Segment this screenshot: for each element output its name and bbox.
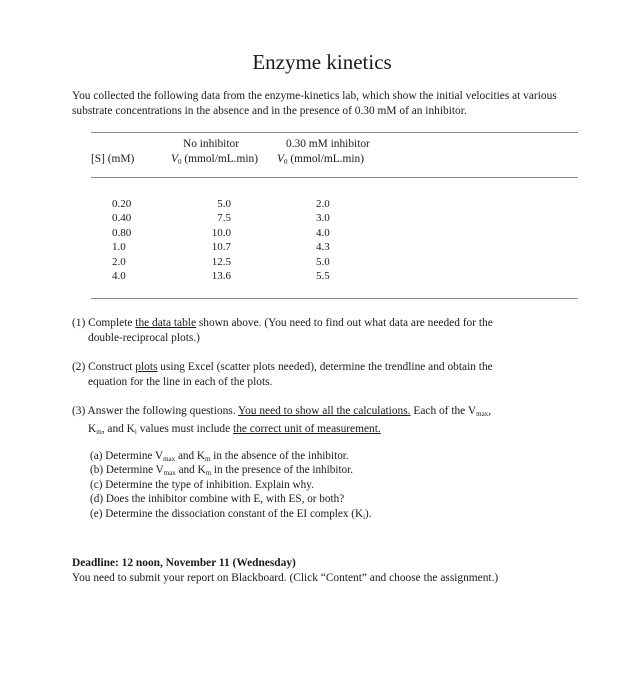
table-cell: 10.7 xyxy=(211,241,231,254)
no-inhibitor-header: No inhibitor xyxy=(183,138,240,150)
table-cell: 0.80 xyxy=(112,226,132,239)
subquestion-a: (a) Determine $V_{max}$ and $K_m$ in the absence of the inhibitor. xyxy=(90,450,349,463)
table-cell: 2.0 xyxy=(316,198,330,210)
velocity-header-no-inhibitor: $V_0$ (mmol/mL.min) xyxy=(171,153,259,166)
subquestion-d: (d) Does the inhibitor combine with E, with ES, or both? xyxy=(90,493,345,506)
table-cell: 10.0 xyxy=(211,226,231,239)
subquestion-b: (b) Determine $V_{max}$ and $K_m$ in the presence of the inhibitor. xyxy=(90,464,354,478)
table-cell: 4.3 xyxy=(316,241,330,254)
velocity-header-inhibitor: $V_0$ (mmol/mL.min) xyxy=(277,153,365,166)
unit-note: the correct unit of measurement. xyxy=(233,422,381,435)
table-cell: 5.5 xyxy=(316,269,330,282)
table-cell: 12.5 xyxy=(211,255,231,268)
table-cell: 0.40 xyxy=(112,212,132,225)
table-cell: 4.0 xyxy=(316,226,330,239)
table-cell: 7.5 xyxy=(217,212,231,225)
submission-note: You need to submit your report on Blackboard. (Click “Content” and choose the assignment.) xyxy=(72,571,499,584)
table-cell: 0.20 xyxy=(112,198,132,210)
substrate-column xyxy=(112,197,131,283)
no-inhibitor-column xyxy=(203,197,231,283)
calculations-note: You need to show all the calculations. xyxy=(238,405,411,417)
plots-link: plots xyxy=(135,361,158,373)
table-cell: 2.0 xyxy=(112,255,126,268)
subquestion-e: (e) Determine the dissociation constant of the EI complex $(K_i)$. xyxy=(90,507,372,521)
table-cell: 13.6 xyxy=(211,269,231,282)
table-cell: 5.0 xyxy=(316,255,330,268)
question-1: (1) Complete the data table shown above. (You need to find out what data are needed for the double-reciprocal plots.) xyxy=(72,317,493,344)
inhibitor-header: 0.30 mM inhibitor xyxy=(286,138,370,150)
data-table-link: the data table xyxy=(135,317,196,329)
table-bottom-rule xyxy=(91,298,578,299)
substrate-header: [S] (mM) xyxy=(91,153,135,165)
table-cell: 1.0 xyxy=(112,241,126,254)
page-title: Enzyme kinetics xyxy=(252,50,392,74)
intro-paragraph: You collected the following data from the enzyme-kinetics lab, which show the initial velocities at various substrate concentrations in the absence and in the presence of 0.30 mM of an inhibitor. xyxy=(72,90,557,117)
table-cell: 3.0 xyxy=(316,212,330,225)
question-2: (2) Construct plots using Excel (scatter plots needed), determine the trendline and obtain the equation for the line in each of the plots. xyxy=(72,361,493,388)
inhibitor-column xyxy=(316,197,330,283)
table-cell: 5.0 xyxy=(217,198,231,210)
subquestion-c: (c) Determine the type of inhibition. Explain why. xyxy=(90,478,314,491)
table-top-rule xyxy=(91,132,578,133)
question-3: (3) Answer the following questions. You need to show all the calculations. Each of the $V_{max}$, $K_m$, and $K_i$ values must include the correct unit of measurement. xyxy=(72,405,492,436)
deadline-label: Deadline: 12 noon, November 11 (Wednesday) xyxy=(72,557,296,569)
table-cell: 4.0 xyxy=(112,269,126,282)
subquestion-list xyxy=(90,449,372,521)
deadline-section xyxy=(72,556,498,585)
table-header-rule xyxy=(91,177,578,178)
